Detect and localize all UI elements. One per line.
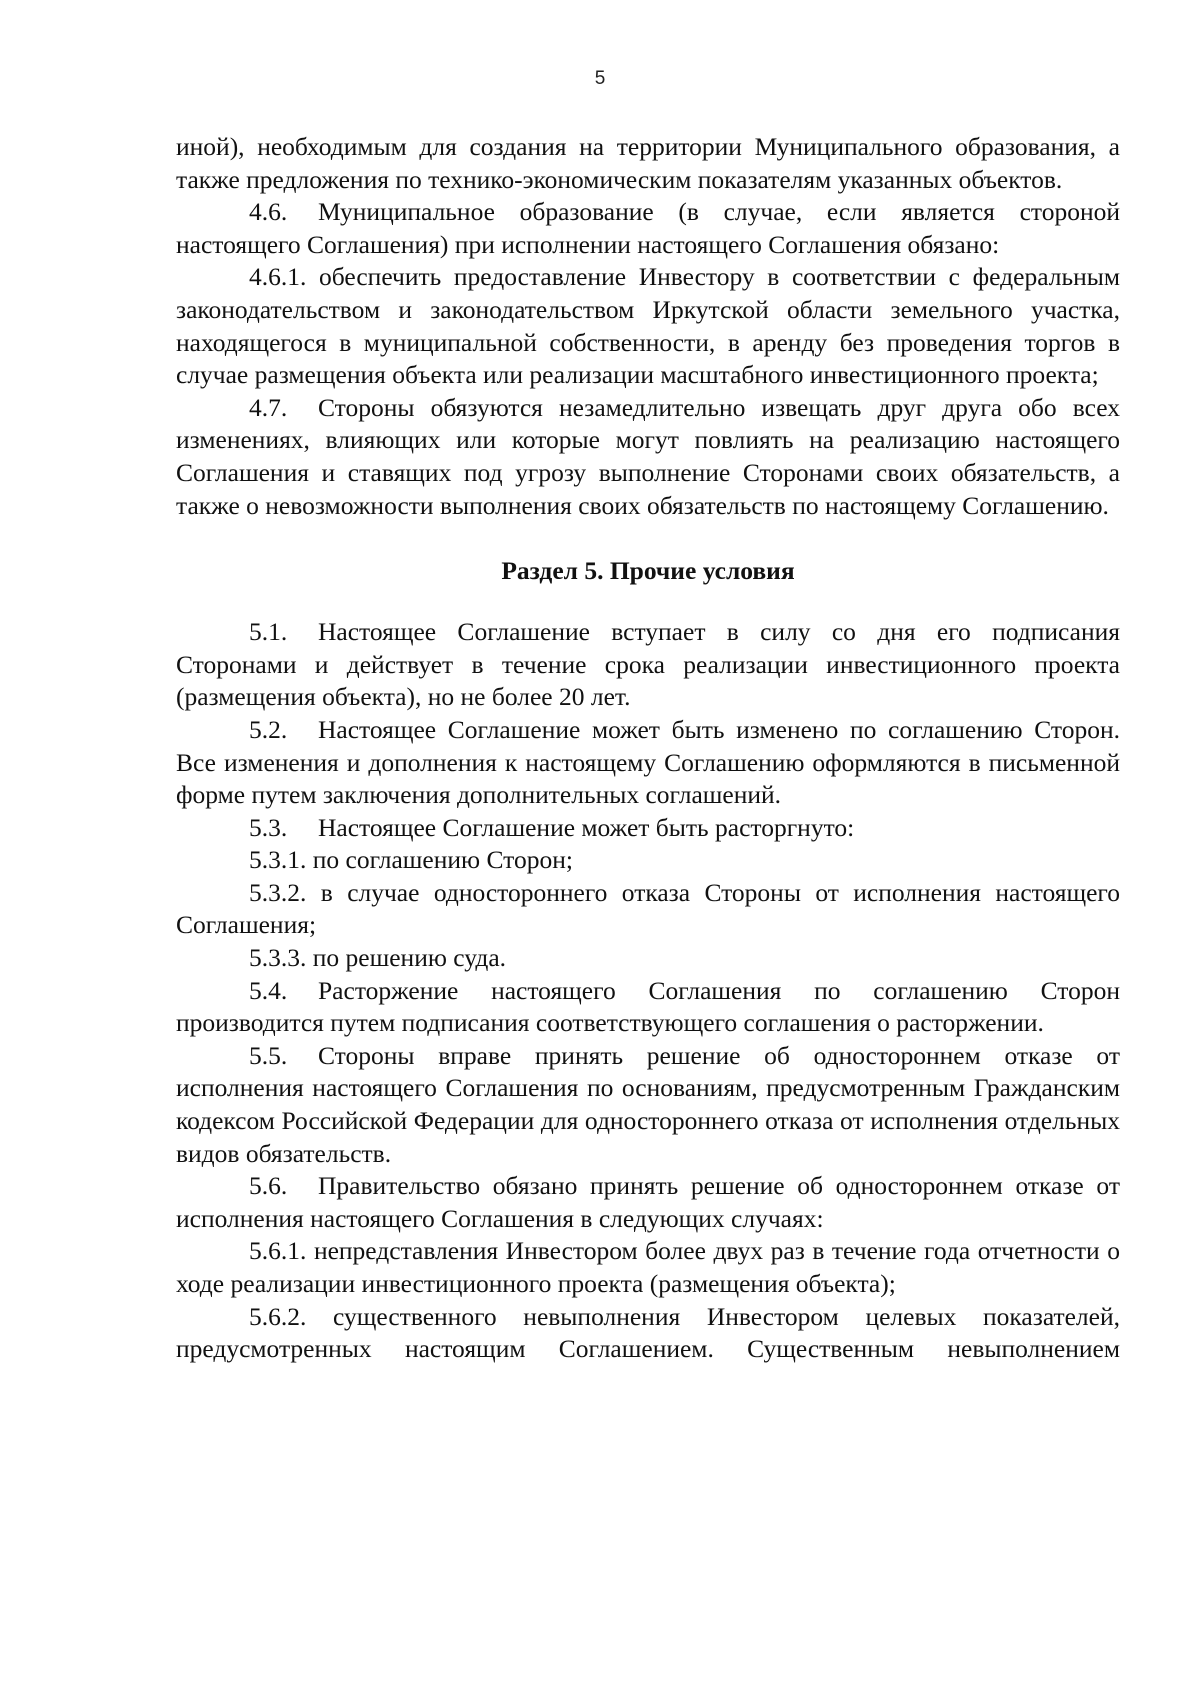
clause-number: 5.3.1. <box>249 845 307 875</box>
clause-number: 5.6.2. <box>249 1301 307 1331</box>
paragraph-5-1 <box>176 616 1120 714</box>
clause-number: 4.6.1. <box>249 262 307 292</box>
clause-number: 5.5. <box>249 1040 288 1070</box>
paragraph-5-6-2 <box>176 1301 1120 1366</box>
paragraph-5-3 <box>176 812 1120 845</box>
clause-text: существенного невыполнения Инвестором целевых показателей, предусмотренных настоящим Соглашением. Существенным невыполнением <box>176 1301 1121 1364</box>
clause-number: 5.3.2. <box>249 877 307 907</box>
clause-number: 5.3. <box>249 812 288 842</box>
paragraph-5-6 <box>176 1170 1120 1235</box>
document-body <box>176 131 1120 1366</box>
clause-text: в случае одностороннего отказа Стороны от исполнения настоящего Соглашения; <box>176 877 1121 940</box>
clause-text: Правительство обязано принять решение об одностороннем отказе от исполнения настоящего Соглашения в следующих случаях: <box>176 1171 1120 1233</box>
paragraph-5-3-3 <box>176 942 1120 975</box>
clause-text: непредставления Инвестором более двух раз в течение года отчетности о ходе реализации инвестиционного проекта (размещения объекта); <box>176 1236 1121 1298</box>
paragraph-5-3-1 <box>176 844 1120 877</box>
paragraph-5-2 <box>176 714 1120 812</box>
clause-number: 5.1. <box>249 617 288 647</box>
clause-text: Муниципальное образование (в случае, если является стороной настоящего Соглашения) при исполнении настоящего Соглашения обязано: <box>176 197 1120 259</box>
clause-number: 5.2. <box>249 714 288 744</box>
page-number: 5 <box>594 68 606 89</box>
clause-text: обеспечить предоставление Инвестору в соответствии с федеральным законодательством и законодательством Иркутской области земельного участка, находящегося в муниципальной собственности, в аренду без проведения торгов в случае размещения объекта или реализации масштабного инвестиционного проекта; <box>176 262 1121 390</box>
clause-text: по решению суда. <box>312 943 507 973</box>
clause-text: Расторжение настоящего Соглашения по соглашению Сторон производится путем подписания соответствующего соглашения о расторжении. <box>176 975 1120 1038</box>
clause-number: 5.6. <box>249 1171 288 1201</box>
paragraph-4-7 <box>176 392 1120 522</box>
paragraph-5-6-1 <box>176 1235 1120 1300</box>
paragraph-4-6 <box>176 196 1120 261</box>
paragraph-4-5-continuation: иной), необходимым для создания на территории Муниципального образования, а также предложения по технико-экономическим показателям указанных объектов. <box>176 132 1120 194</box>
clause-number: 5.6.1. <box>249 1236 307 1266</box>
clause-text: Стороны вправе принять решение об одностороннем отказе от исполнения настоящего Соглашения по основаниям, предусмотренным Гражданским кодексом Российской Федерации для одностороннего отказа от исполнения отдельных видов обязательств. <box>176 1040 1120 1168</box>
clause-text: Настоящее Соглашение вступает в силу со дня его подписания Сторонами и действует в течение срока реализации инвестиционного проекта (размещения объекта), но не более 20 лет. <box>176 617 1120 712</box>
clause-number: 4.6. <box>249 197 288 227</box>
paragraph-4-6-1 <box>176 261 1120 391</box>
paragraph-5-3-2 <box>176 877 1120 942</box>
section-5-heading: Раздел 5. Прочие условия <box>501 556 795 586</box>
clause-number: 5.4. <box>249 975 288 1005</box>
clause-text: по соглашению Сторон; <box>312 845 573 875</box>
clause-text: Настоящее Соглашение может быть изменено по соглашению Сторон. Все изменения и дополнения к настоящему Соглашению оформляются в письменной форме путем заключения дополнительных соглашений. <box>176 714 1120 810</box>
clause-number: 5.3.3. <box>249 943 307 973</box>
clause-text: Стороны обязуются незамедлительно извещать друг друга обо всех изменениях, влияющих или которые могут повлиять на реализацию настоящего Соглашения и ставящих под угрозу выполнение Сторонами своих обязательств, а также о невозможности выполнения своих обязательств по настоящему Соглашению. <box>176 392 1120 520</box>
paragraph-5-4 <box>176 975 1120 1040</box>
clause-text: Настоящее Соглашение может быть расторгнуто: <box>318 812 855 842</box>
paragraph-5-5 <box>176 1040 1120 1170</box>
clause-number: 4.7. <box>249 392 288 422</box>
